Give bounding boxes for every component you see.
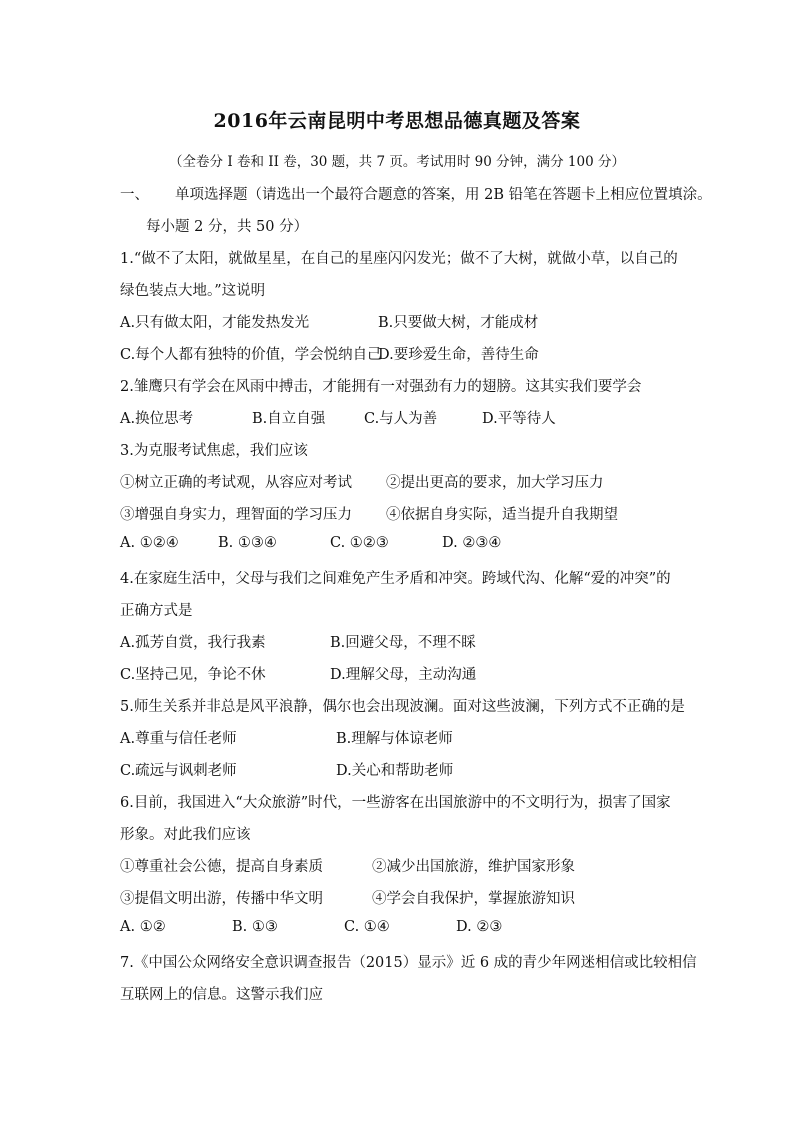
q6-option-b: B. ①③ <box>232 919 278 935</box>
q5-option-d: D.关心和帮助老师 <box>336 763 454 779</box>
q1-stem-line1: 1.“做不了太阳，就做星星，在自己的星座闪闪发光；做不了大树，就做小草，以自己的 <box>120 251 678 267</box>
q2-stem-line1: 2.雏鹰只有学会在风雨中搏击，才能拥有一对强劲有力的翅膀。这其实我们要学会 <box>120 379 642 395</box>
q3-statement-1: ①树立正确的考试观，从容应对考试 <box>120 475 352 491</box>
q4-stem-line1: 4.在家庭生活中，父母与我们之间难免产生矛盾和冲突。跨域代沟、化解“爱的冲突”的 <box>120 571 671 587</box>
q7-stem-line2: 互联网上的信息。这警示我们应 <box>120 987 323 1003</box>
q6-statement-4: ④学会自我保护，掌握旅游知识 <box>372 891 575 907</box>
q4-stem-line2: 正确方式是 <box>120 603 193 619</box>
q6-stem-line1: 6.目前，我国进入“大众旅游”时代，一些游客在出国旅游中的不文明行为，损害了国家 <box>120 795 671 811</box>
q2-option-d: D.平等待人 <box>482 411 556 427</box>
q5-option-b: B.理解与体谅老师 <box>336 731 453 747</box>
q4-option-d: D.理解父母，主动沟通 <box>330 667 477 683</box>
document-subtitle: （全卷分 I 卷和 II 卷，30 题，共 7 页。考试用时 90 分钟，满分 100 分） <box>169 154 625 170</box>
q2-option-a: A.换位思考 <box>120 411 194 427</box>
q5-option-c: C.疏远与讽刺老师 <box>120 763 237 779</box>
q3-statement-3: ③增强自身实力，理智面的学习压力 <box>120 507 352 523</box>
q6-option-d: D. ②③ <box>456 919 503 935</box>
q3-statement-2: ②提出更高的要求，加大学习压力 <box>386 475 604 491</box>
q4-option-a: A.孤芳自赏，我行我素 <box>120 635 266 651</box>
q6-statement-1: ①尊重社会公德，提高自身素质 <box>120 859 323 875</box>
q6-statement-2: ②减少出国旅游，维护国家形象 <box>372 859 575 875</box>
q3-statement-4: ④依据自身实际，适当提升自我期望 <box>386 507 618 523</box>
q3-stem-line1: 3.为克服考试焦虑，我们应该 <box>120 443 308 459</box>
q6-option-c: C. ①④ <box>344 919 390 935</box>
q6-option-a: A. ①② <box>120 919 166 935</box>
q1-option-a: A.只有做太阳，才能发热发光 <box>120 315 310 331</box>
q1-stem-line2: 绿色装点大地。”这说明 <box>120 283 266 299</box>
q1-option-b: B.只要做大树，才能成材 <box>378 315 539 331</box>
section-heading: 单项选择题（请选出一个最符合题意的答案，用 2B 铅笔在答题卡上相应位置填涂。 <box>175 187 712 203</box>
q2-option-c: C.与人为善 <box>364 411 438 427</box>
section-number: 一、 <box>120 187 149 203</box>
q7-stem-line1: 7.《中国公众网络安全意识调查报告（2015）显示》近 6 成的青少年网迷相信或比较相信 <box>120 955 697 971</box>
q3-option-d: D. ②③④ <box>442 535 502 551</box>
q5-option-a: A.尊重与信任老师 <box>120 731 237 747</box>
q3-option-b: B. ①③④ <box>218 535 277 551</box>
q1-option-c: C.每个人都有独特的价值，学会悦纳自己 <box>120 347 382 363</box>
section-heading-cont: 每小题 2 分，共 50 分） <box>146 219 309 235</box>
q5-stem-line1: 5.师生关系并非总是风平浪静，偶尔也会出现波澜。面对这些波澜，下列方式不正确的是 <box>120 699 685 715</box>
document-title: 2016年云南昆明中考思想品德真题及答案 <box>213 110 581 132</box>
q6-stem-line2: 形象。对此我们应该 <box>120 827 251 843</box>
q4-option-c: C.坚持己见，争论不休 <box>120 667 266 683</box>
q6-statement-3: ③提倡文明出游，传播中华文明 <box>120 891 323 907</box>
q1-option-d: D.要珍爱生命，善待生命 <box>378 347 539 363</box>
q2-option-b: B.自立自强 <box>252 411 326 427</box>
q3-option-c: C. ①②③ <box>330 535 389 551</box>
q4-option-b: B.回避父母，不理不睬 <box>330 635 476 651</box>
q3-option-a: A. ①②④ <box>120 535 179 551</box>
